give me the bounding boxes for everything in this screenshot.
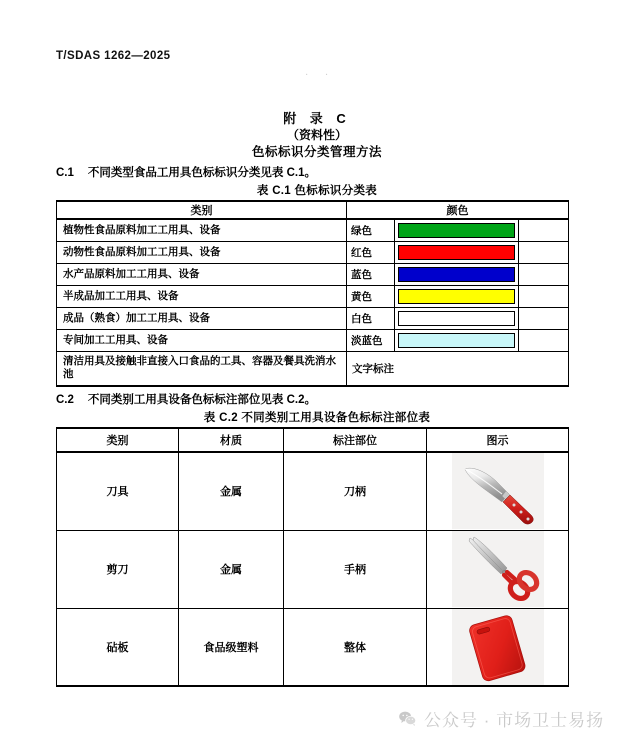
table-row	[57, 242, 569, 264]
color-swatch-green	[398, 223, 515, 238]
table-c1-header-row	[57, 201, 569, 219]
table-row	[57, 264, 569, 286]
table-c2-caption: 表 C.2 不同类别工用具设备色标标注部位表	[203, 412, 431, 424]
table-row	[57, 286, 569, 308]
table-c2-position: 整体	[284, 608, 427, 686]
table-c1-caption: 表 C.1 色标标识分类表	[256, 185, 378, 197]
table-c2-header-row	[57, 428, 569, 452]
clause-c1	[56, 164, 316, 180]
clause-c1-text: 不同类型食品工用具色标标识分类见表 C.1。	[87, 167, 316, 179]
table-c1-spacer-cell	[519, 308, 569, 330]
table-c1-category: 清洁用具及接触非直接入口食品的工具、容器及餐具洗消水池	[57, 352, 347, 386]
table-c2-category: 刀具	[57, 452, 179, 530]
chef-knife-image	[452, 453, 544, 529]
table-c1-spacer-cell	[519, 330, 569, 352]
table-c1-color-name: 白色	[347, 308, 395, 330]
table-c1-spacer-cell	[519, 219, 569, 242]
table-c1-color-name: 绿色	[347, 219, 395, 242]
table-c2-illustration-cell	[427, 530, 569, 608]
color-swatch-white	[398, 311, 515, 326]
table-c1-color-name: 淡蓝色	[347, 330, 395, 352]
clause-c2-text: 不同类别工用具设备色标标注部位见表 C.2。	[87, 394, 316, 406]
table-c2-position: 手柄	[284, 530, 427, 608]
table-c2-position: 刀柄	[284, 452, 427, 530]
table-c1-category: 植物性食品原料加工工用具、设备	[57, 219, 347, 242]
clause-c2-number: C.2	[56, 394, 74, 406]
table-c1-category: 半成品加工工用具、设备	[57, 286, 347, 308]
table-c2-header-position: 标注部位	[284, 428, 427, 452]
table-c2-category: 剪刀	[57, 530, 179, 608]
color-swatch-red	[398, 245, 515, 260]
table-row	[57, 530, 569, 608]
table-c2-material: 金属	[179, 452, 284, 530]
clause-c2	[56, 391, 316, 407]
color-swatch-yellow	[398, 289, 515, 304]
table-c1-swatch-cell	[395, 219, 519, 242]
table-row	[57, 219, 569, 242]
table-c1-category: 动物性食品原料加工工用具、设备	[57, 242, 347, 264]
table-c2-material: 食品级塑料	[179, 608, 284, 686]
table-c1-category: 专间加工工用具、设备	[57, 330, 347, 352]
table-row	[57, 308, 569, 330]
table-row	[57, 352, 569, 386]
clause-c1-number: C.1	[56, 167, 74, 179]
table-row	[57, 330, 569, 352]
table-c1-header-category: 类别	[57, 201, 347, 219]
color-swatch-light-blue	[398, 333, 515, 348]
color-swatch-blue	[398, 267, 515, 282]
table-c1-category: 成品（熟食）加工工用具、设备	[57, 308, 347, 330]
table-c2-illustration-cell	[427, 452, 569, 530]
table-c1-swatch-cell	[395, 286, 519, 308]
table-c2-header-material: 材质	[179, 428, 284, 452]
watermark-text: 公众号 · 市场卫士易扬	[424, 711, 605, 730]
faint-dots-mark: · ·	[305, 70, 336, 81]
standard-code: T/SDAS 1262—2025	[56, 50, 171, 62]
table-c1-spacer-cell	[519, 286, 569, 308]
table-c1-color-name: 红色	[347, 242, 395, 264]
table-c2-header-category: 类别	[57, 428, 179, 452]
table-c1-spacer-cell	[519, 264, 569, 286]
table-c1-category: 水产品原料加工工用具、设备	[57, 264, 347, 286]
table-c1-header-color: 颜色	[347, 201, 569, 219]
table-c2-material: 金属	[179, 530, 284, 608]
table-row	[57, 608, 569, 686]
table-c1-swatch-cell	[395, 330, 519, 352]
wechat-icon	[398, 709, 417, 728]
scissors-image	[452, 531, 544, 607]
table-c1-swatch-cell	[395, 242, 519, 264]
annex-subtitle: （资料性）	[286, 128, 347, 142]
table-c2-category: 砧板	[57, 608, 179, 686]
table-c1-spacer-cell	[519, 242, 569, 264]
table-c1	[56, 200, 569, 387]
table-c1-swatch-cell	[395, 264, 519, 286]
cutting-board-image	[452, 609, 544, 685]
table-row	[57, 452, 569, 530]
table-c1-color-name: 黄色	[347, 286, 395, 308]
table-c2-header-illustration: 图示	[427, 428, 569, 452]
annex-name: 色标标识分类管理方法	[251, 145, 382, 159]
annex-title: 附 录 C	[283, 111, 351, 126]
table-c1-swatch-cell	[395, 308, 519, 330]
table-c2-illustration-cell	[427, 608, 569, 686]
table-c2	[56, 427, 569, 687]
table-c1-text-annotation: 文字标注	[347, 352, 569, 386]
watermark	[398, 706, 604, 731]
table-c1-color-name: 蓝色	[347, 264, 395, 286]
